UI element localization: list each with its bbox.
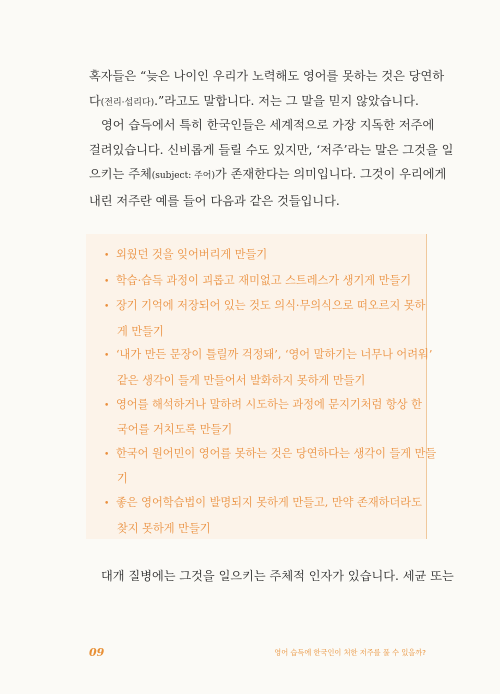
paragraph-1-line-2-end: .”라고도 말합니다. 저는 그 말을 믿지 않았습니다.	[154, 93, 419, 108]
footnote-gloss: (전리·섭리다)	[100, 97, 155, 108]
paragraph-2-line-1: 영어 습득에서 특히 한국인들은 세계적으로 가장 지독한 저주에	[101, 118, 435, 132]
bullet-icon: •	[104, 276, 110, 287]
list-item-text: 한국어 원어민이 영어를 못하는 것은 당연하다는 생각이 들게 만들	[116, 446, 437, 460]
bullet-icon: •	[104, 351, 110, 362]
bullet-icon: •	[104, 251, 110, 261]
list-item-line	[104, 418, 424, 442]
list-item-text: 찾지 못하게 만들기	[117, 521, 211, 535]
list-item-text: 기	[117, 472, 128, 486]
paragraph-2	[89, 113, 454, 213]
subject-gloss: (subject: 주어)	[151, 171, 216, 181]
running-title: 영어 습득에 한국인이 처한 저주를 풀 수 있을까?	[274, 648, 426, 657]
paragraph-1-line-1: 혹자들은 “늦은 나이인 우리가 노력해도 영어를 못하는 것은 당연하	[89, 69, 445, 83]
list-item	[104, 393, 424, 442]
list-item	[104, 243, 424, 269]
paragraph-1	[89, 64, 445, 115]
list-item-text: 장기 기억에 저장되어 있는 것도 의식·무의식으로 떠오르지 못하	[116, 299, 426, 313]
bullet-icon: •	[104, 449, 110, 460]
list-item-text: 국어를 거치도록 만들기	[117, 423, 233, 437]
list-item-line	[104, 269, 424, 295]
list-item-text: 같은 생각이 들게 만들어서 발화하지 못하게 만들기	[117, 373, 366, 387]
list-item-text: 좋은 영어학습법이 발명되지 못하게 만들고, 만약 존재하더라도	[116, 495, 422, 509]
bullet-icon: •	[104, 400, 110, 411]
paragraph-1-line-2-start: 다	[89, 93, 101, 108]
list-item-line	[104, 343, 433, 369]
list-item-line	[104, 243, 424, 269]
list-item-line	[104, 491, 424, 517]
page-number: 09	[89, 646, 105, 659]
paragraph-3	[89, 564, 454, 589]
list-item-line	[104, 467, 424, 491]
list-item-line	[104, 442, 437, 468]
paragraph-2-line-3	[89, 162, 447, 189]
paragraph-2-line-2: 걸려있습니다. 신비롭게 들릴 수도 있지만, ‘저주’라는 말은 그것을 일	[89, 142, 454, 157]
list-item-line	[104, 393, 424, 419]
list-item-line	[104, 294, 424, 320]
paragraph-3-line-1: 대개 질병에는 그것을 일으키는 주체적 인자가 있습니다. 세균 또는	[101, 569, 454, 583]
paragraph-2-line-4: 내린 저주란 예를 들어 다음과 같은 것들입니다.	[89, 193, 340, 208]
list-item	[104, 491, 424, 540]
list-item-text: ‘내가 만든 문장이 틀릴까 걱정돼’, ‘영어 말하기는 너무나 어려워’	[116, 348, 433, 362]
list-item-text: 게 만들기	[117, 324, 164, 338]
list-item	[104, 343, 433, 392]
paragraph-1-line-2	[89, 89, 433, 116]
curse-list	[104, 243, 437, 540]
list-item	[104, 294, 424, 343]
curse-list-box	[86, 234, 437, 539]
paragraph-2-line-3-start: 으키는 주체	[89, 167, 152, 181]
list-item-text: 영어를 해석하거나 말하려 시도하는 과정에 문지기처럼 항상 한	[116, 397, 422, 411]
list-item-line	[104, 320, 424, 344]
list-item	[104, 269, 424, 295]
list-item-line	[104, 517, 424, 541]
bullet-icon: •	[104, 498, 110, 509]
bullet-icon: •	[104, 302, 110, 313]
paragraph-2-line-3-end: 가 존재한다는 의미입니다. 그것이 우리에게	[215, 167, 447, 181]
list-item-line	[104, 369, 424, 393]
list-item-text: 학습·습득 과정이 괴롭고 재미없고 스트레스가 생기게 만들기	[116, 273, 412, 287]
list-item-text: 외웠던 것을 잊어버리게 만들기	[116, 248, 268, 261]
list-item	[104, 442, 437, 491]
